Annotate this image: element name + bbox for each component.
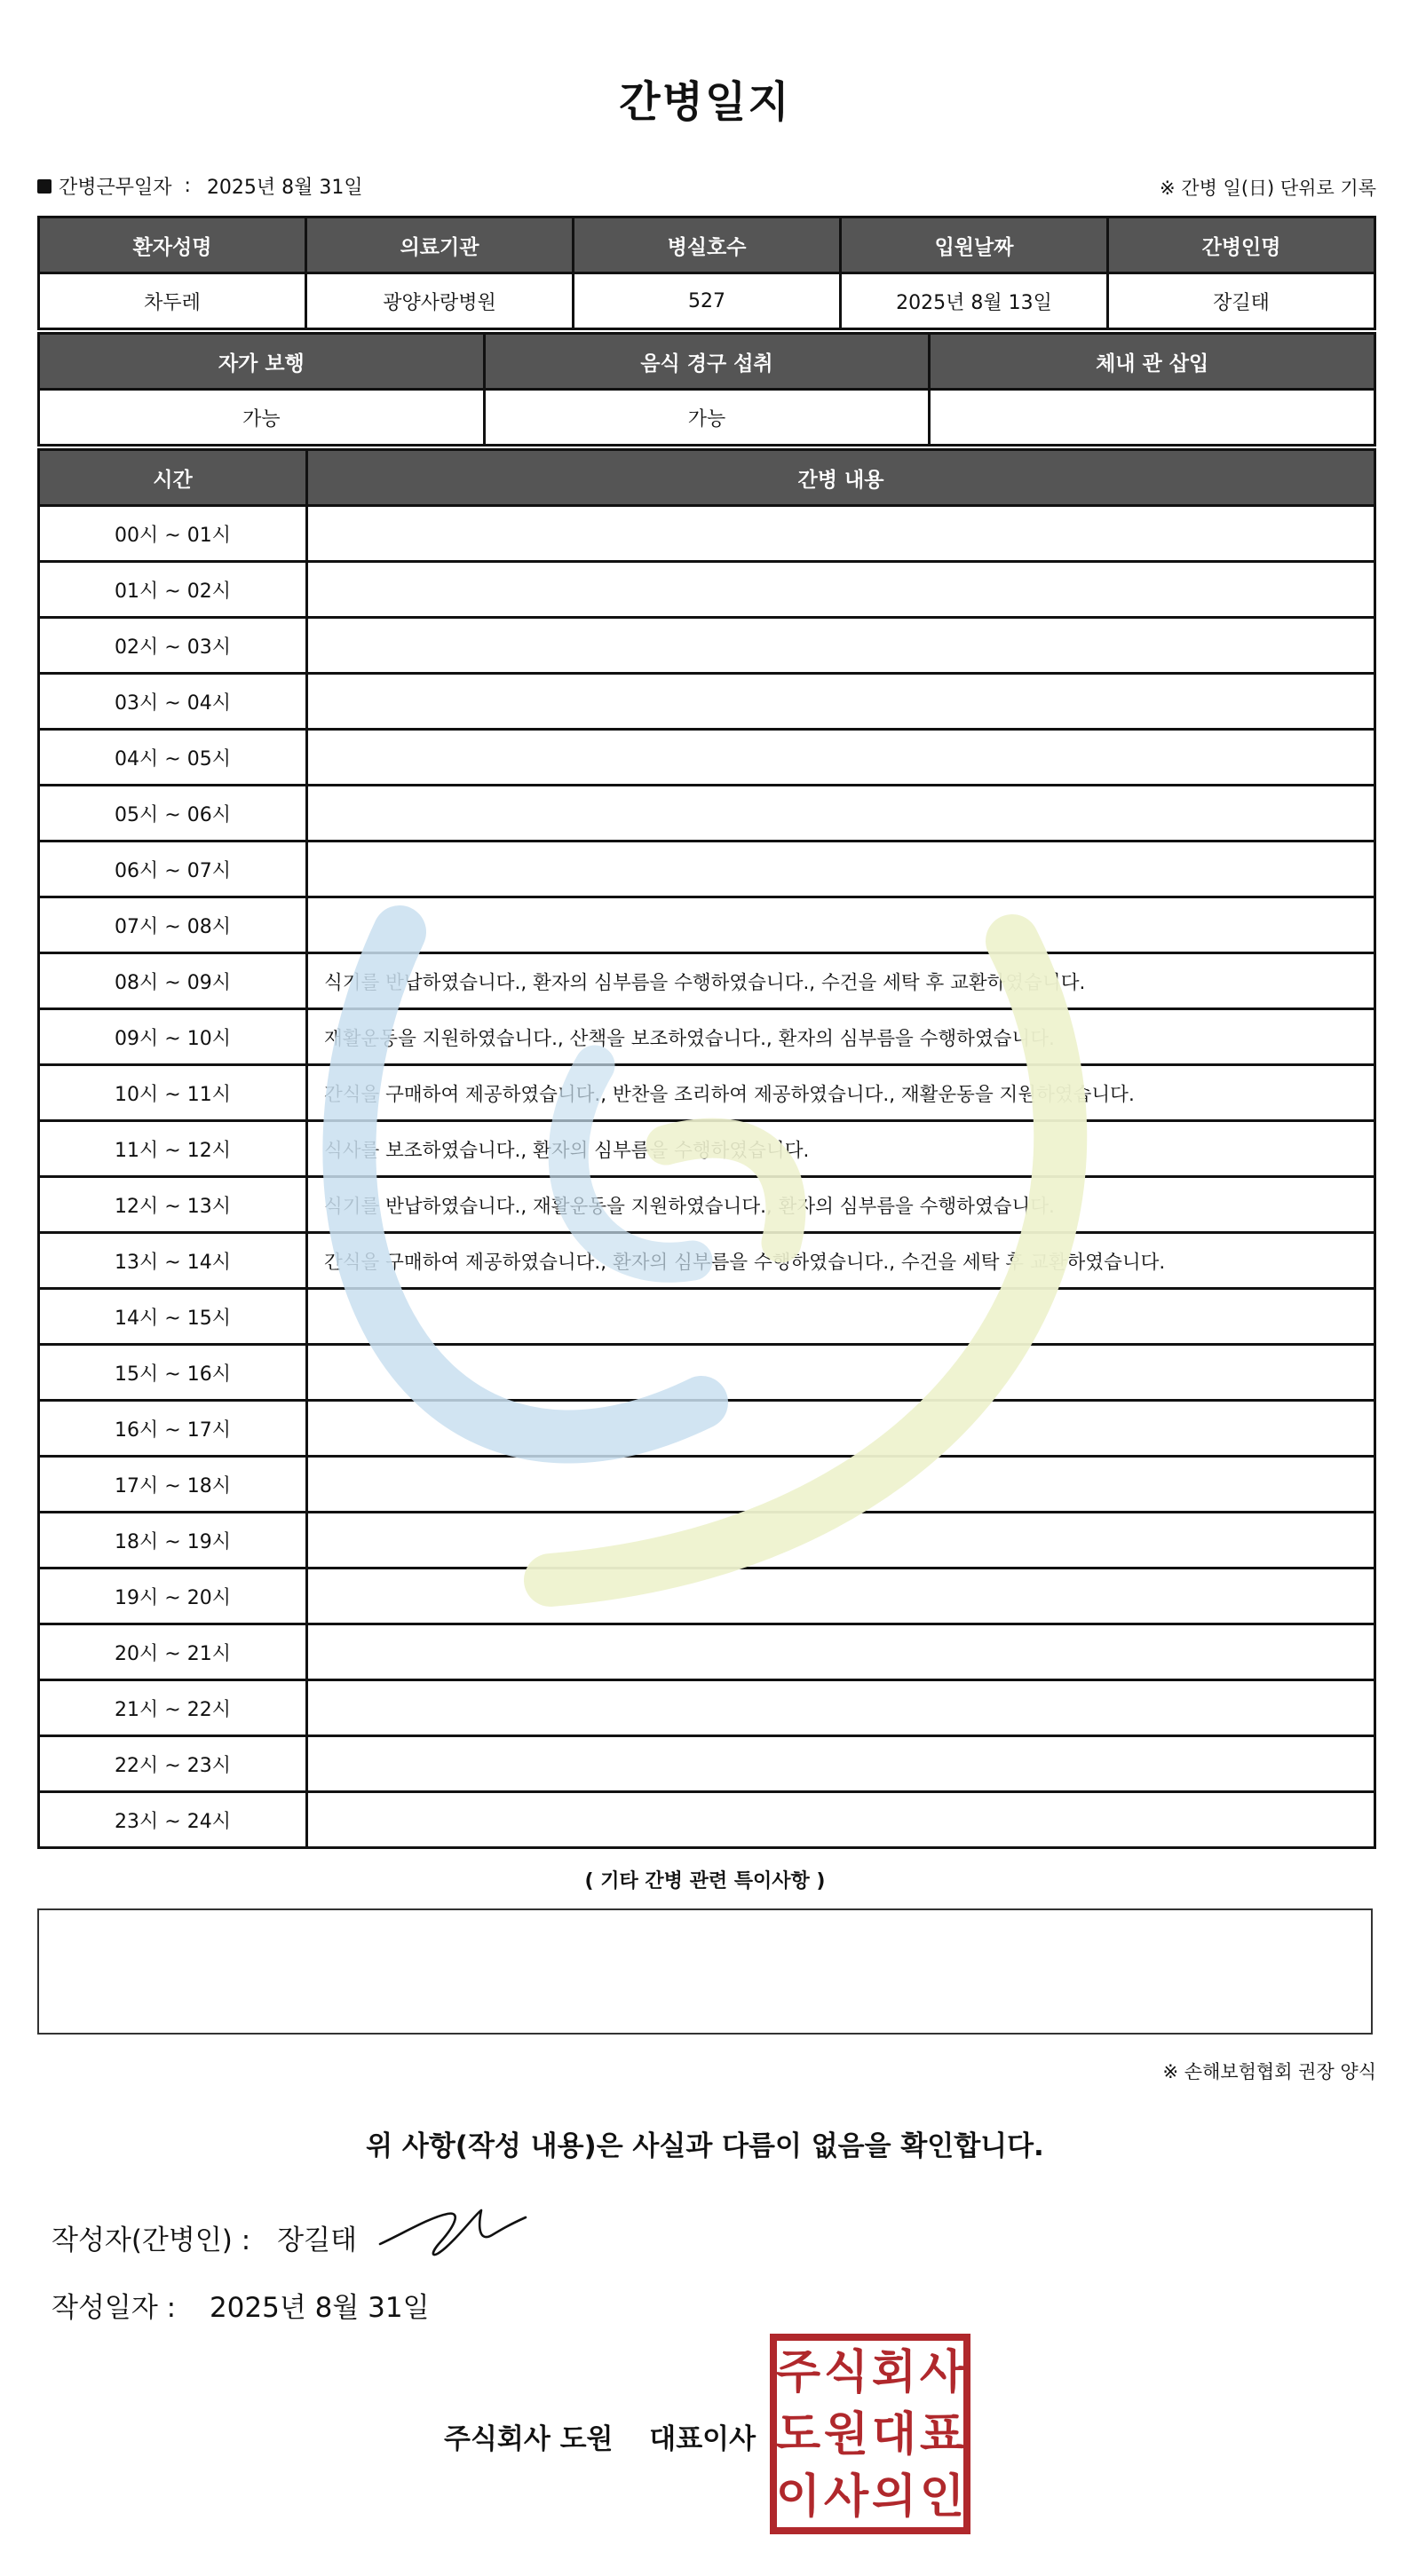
header-tube-insertion: 체내 관 삽입	[930, 334, 1375, 390]
log-content	[307, 1401, 1375, 1457]
table-row	[39, 1289, 1375, 1345]
log-content: 재활운동을 지원하였습니다., 산책을 보조하였습니다., 환자의 심부름을 수행하였습니다.	[307, 1009, 1375, 1065]
seal-character: 주	[775, 2346, 821, 2399]
seal-character: 도	[775, 2408, 821, 2461]
care-log-table	[37, 448, 1376, 1849]
log-time: 11시 ~ 12시	[39, 1121, 307, 1177]
table-row	[39, 1624, 1375, 1680]
table-row	[39, 1680, 1375, 1736]
company-title: 대표이사	[649, 2423, 756, 2455]
table-row	[39, 1457, 1375, 1513]
log-content	[307, 1792, 1375, 1848]
table-row	[39, 786, 1375, 842]
seal-character: 식	[823, 2346, 869, 2399]
log-content: 식사를 보조하였습니다., 환자의 심부름을 수행하였습니다.	[307, 1121, 1375, 1177]
company-seal-stamp	[769, 2333, 971, 2535]
tube-insertion	[930, 390, 1375, 446]
log-content	[307, 1569, 1375, 1624]
log-content	[307, 786, 1375, 842]
caregiver-name: 장길태	[1108, 273, 1375, 329]
table-row	[39, 1345, 1375, 1401]
header-admission-date: 입원날짜	[841, 217, 1108, 273]
header-time: 시간	[39, 450, 307, 506]
log-content	[307, 1457, 1375, 1513]
self-walking: 가능	[39, 390, 485, 446]
log-time: 21시 ~ 22시	[39, 1680, 307, 1736]
document-title: 간병일지	[619, 77, 791, 127]
log-content: 간식을 구매하여 제공하였습니다., 환자의 심부름을 수행하였습니다., 수건을 세탁 후 교환하였습니다.	[307, 1233, 1375, 1289]
log-time: 03시 ~ 04시	[39, 674, 307, 730]
log-time: 13시 ~ 14시	[39, 1233, 307, 1289]
table-row	[39, 1792, 1375, 1848]
table-row	[39, 1736, 1375, 1792]
table-row	[39, 618, 1375, 674]
log-time: 05시 ~ 06시	[39, 786, 307, 842]
table-row	[39, 674, 1375, 730]
writer-label: 작성자(간병인) :	[51, 2224, 251, 2256]
seal-character: 인	[919, 2470, 965, 2524]
seal-character: 의	[871, 2470, 917, 2524]
form-note: ※ 손해보험협회 권장 양식	[1162, 2061, 1376, 2082]
remarks-label: ( 기타 간병 관련 특이사항 )	[584, 1870, 826, 1892]
log-content	[307, 1345, 1375, 1401]
work-date-separator: :	[184, 175, 191, 197]
table-row	[39, 1065, 1375, 1121]
seal-character: 표	[919, 2408, 965, 2461]
log-time: 00시 ~ 01시	[39, 506, 307, 562]
log-content	[307, 618, 1375, 674]
log-time: 17시 ~ 18시	[39, 1457, 307, 1513]
log-time: 14시 ~ 15시	[39, 1289, 307, 1345]
admission-date: 2025년 8월 13일	[841, 273, 1108, 329]
header-hospital: 의료기관	[306, 217, 574, 273]
log-time: 01시 ~ 02시	[39, 562, 307, 618]
log-content	[307, 1513, 1375, 1569]
log-content	[307, 674, 1375, 730]
confirmation-statement: 위 사항(작성 내용)은 사실과 다름이 없음을 확인합니다.	[366, 2130, 1044, 2162]
log-content	[307, 562, 1375, 618]
company-line	[444, 2416, 756, 2456]
table-row	[39, 1009, 1375, 1065]
remarks-box	[37, 1908, 1373, 2035]
log-time: 09시 ~ 10시	[39, 1009, 307, 1065]
seal-character: 이	[775, 2470, 821, 2524]
log-content	[307, 506, 1375, 562]
seal-character: 사	[919, 2346, 965, 2399]
log-content: 식기를 반납하였습니다., 환자의 심부름을 수행하였습니다., 수건을 세탁 후 교환하였습니다.	[307, 953, 1375, 1009]
table-row	[39, 1177, 1375, 1233]
header-room-number: 병실호수	[574, 217, 841, 273]
log-content	[307, 1680, 1375, 1736]
log-content: 식기를 반납하였습니다., 재활운동을 지원하였습니다., 환자의 심부름을 수행하였습니다.	[307, 1177, 1375, 1233]
header-self-walking: 자가 보행	[39, 334, 485, 390]
write-date-value: 2025년 8월 31일	[209, 2292, 430, 2324]
writer-line	[51, 2217, 357, 2257]
table-row	[39, 1401, 1375, 1457]
seal-character: 사	[823, 2470, 869, 2524]
log-content	[307, 842, 1375, 897]
work-date	[37, 172, 363, 200]
table-row	[39, 1513, 1375, 1569]
seal-character: 회	[871, 2346, 917, 2399]
log-time: 04시 ~ 05시	[39, 730, 307, 786]
log-time: 22시 ~ 23시	[39, 1736, 307, 1792]
log-time: 07시 ~ 08시	[39, 897, 307, 953]
header-caregiver-name: 간병인명	[1108, 217, 1375, 273]
header-oral-intake: 음식 경구 섭취	[484, 334, 930, 390]
hospital: 광양사랑병원	[306, 273, 574, 329]
header-patient-name: 환자성명	[39, 217, 306, 273]
table-row	[39, 842, 1375, 897]
log-time: 02시 ~ 03시	[39, 618, 307, 674]
log-content: 간식을 구매하여 제공하였습니다., 반찬을 조리하여 제공하였습니다., 재활운동을 지원하였습니다.	[307, 1065, 1375, 1121]
log-time: 15시 ~ 16시	[39, 1345, 307, 1401]
table-row	[39, 730, 1375, 786]
table-row	[39, 897, 1375, 953]
log-time: 20시 ~ 21시	[39, 1624, 307, 1680]
write-date	[51, 2285, 430, 2325]
handwritten-signature	[376, 2198, 545, 2269]
log-content	[307, 1289, 1375, 1345]
log-content	[307, 897, 1375, 953]
seal-character: 대	[871, 2408, 917, 2461]
log-time: 19시 ~ 20시	[39, 1569, 307, 1624]
seal-character: 원	[823, 2408, 869, 2461]
table-row	[39, 506, 1375, 562]
log-time: 10시 ~ 11시	[39, 1065, 307, 1121]
log-time: 12시 ~ 13시	[39, 1177, 307, 1233]
table-row	[39, 953, 1375, 1009]
table-row	[39, 562, 1375, 618]
log-content	[307, 1736, 1375, 1792]
room-number: 527	[574, 273, 841, 329]
bullet-square-icon	[37, 179, 51, 194]
table-row	[39, 1121, 1375, 1177]
table-row	[39, 1233, 1375, 1289]
company-name: 주식회사 도원	[444, 2423, 614, 2455]
unit-note: ※ 간병 일(日) 단위로 기록	[1160, 178, 1376, 199]
log-content	[307, 1624, 1375, 1680]
patient-status-table	[37, 332, 1376, 446]
log-time: 23시 ~ 24시	[39, 1792, 307, 1848]
write-date-label: 작성일자 :	[51, 2292, 177, 2324]
log-content	[307, 730, 1375, 786]
log-time: 08시 ~ 09시	[39, 953, 307, 1009]
oral-intake: 가능	[484, 390, 930, 446]
log-time: 16시 ~ 17시	[39, 1401, 307, 1457]
log-time: 06시 ~ 07시	[39, 842, 307, 897]
writer-name: 장길태	[277, 2224, 358, 2256]
work-date-value: 2025년 8월 31일	[206, 177, 363, 199]
header-care-content: 간병 내용	[307, 450, 1375, 506]
work-date-label: 간병근무일자	[59, 177, 172, 199]
table-row	[39, 1569, 1375, 1624]
patient-name: 차두레	[39, 273, 306, 329]
log-time: 18시 ~ 19시	[39, 1513, 307, 1569]
patient-info-table	[37, 216, 1376, 330]
